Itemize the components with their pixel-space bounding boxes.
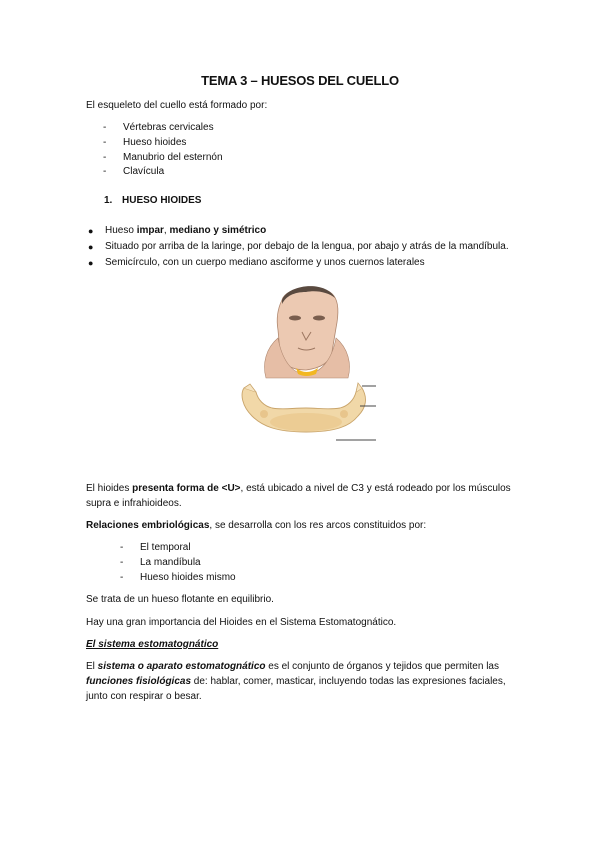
- hyoid-bone: [242, 383, 365, 432]
- list-item: - Manubrio del esternón: [103, 151, 223, 163]
- head-illustration: [265, 286, 350, 378]
- subheading: El sistema estomatognático: [86, 639, 219, 650]
- bullet-icon: ●: [88, 258, 94, 268]
- hioides-bullets: [88, 223, 509, 271]
- definition-line1: El sistema o aparato estomatognático es el conjunto de órganos y tejidos que permiten las: [86, 661, 499, 672]
- bullet-item: ● Semicírculo, con un cuerpo mediano asciforme y unos cuernos laterales: [88, 255, 509, 271]
- importancia-paragraph: Hay una gran importancia del Hioides en el Sistema Estomatognático.: [86, 617, 397, 628]
- section-heading: 1. HUESO HIOIDES: [104, 195, 202, 206]
- list-item: - Hueso hioides mismo: [120, 571, 236, 583]
- bullet-icon: ●: [88, 226, 94, 236]
- relaciones-paragraph: Relaciones embriológicas, se desarrolla con los res arcos constituidos por:: [86, 520, 427, 531]
- arcos-list: [120, 541, 236, 585]
- skeleton-list: [103, 121, 223, 180]
- list-item: - La mandíbula: [120, 556, 201, 568]
- bullet-icon: ●: [88, 242, 94, 252]
- hioides-paragraph-line1: El hioides presenta forma de <U>, está ubicado a nivel de C3 y está rodeado por los músculos: [86, 483, 511, 494]
- bullet-item: ● Hueso impar, mediano y simétrico: [88, 223, 509, 239]
- hyoid-bone-illustration: [236, 282, 378, 454]
- definition-line2: funciones fisiológicas de: hablar, comer, masticar, incluyendo todas las expresiones faciales,: [86, 676, 506, 687]
- intro-paragraph: El esqueleto del cuello está formado por:: [86, 100, 268, 111]
- list-item: - El temporal: [120, 542, 191, 553]
- flotante-paragraph: Se trata de un hueso flotante en equilibrio.: [86, 594, 274, 605]
- definition-line3: junto con respirar o besar.: [86, 691, 202, 702]
- bullet-item: ● Situado por arriba de la laringe, por debajo de la lengua, por abajo y atrás de la mandíbula.: [88, 239, 509, 255]
- list-item: - Hueso hioides: [103, 136, 187, 148]
- list-item: - Vértebras cervicales: [103, 122, 214, 133]
- list-item: - Clavícula: [103, 166, 165, 178]
- hioides-paragraph-line2: supra e infrahioideos.: [86, 498, 182, 509]
- page-title: TEMA 3 – HUESOS DEL CUELLO: [201, 73, 399, 88]
